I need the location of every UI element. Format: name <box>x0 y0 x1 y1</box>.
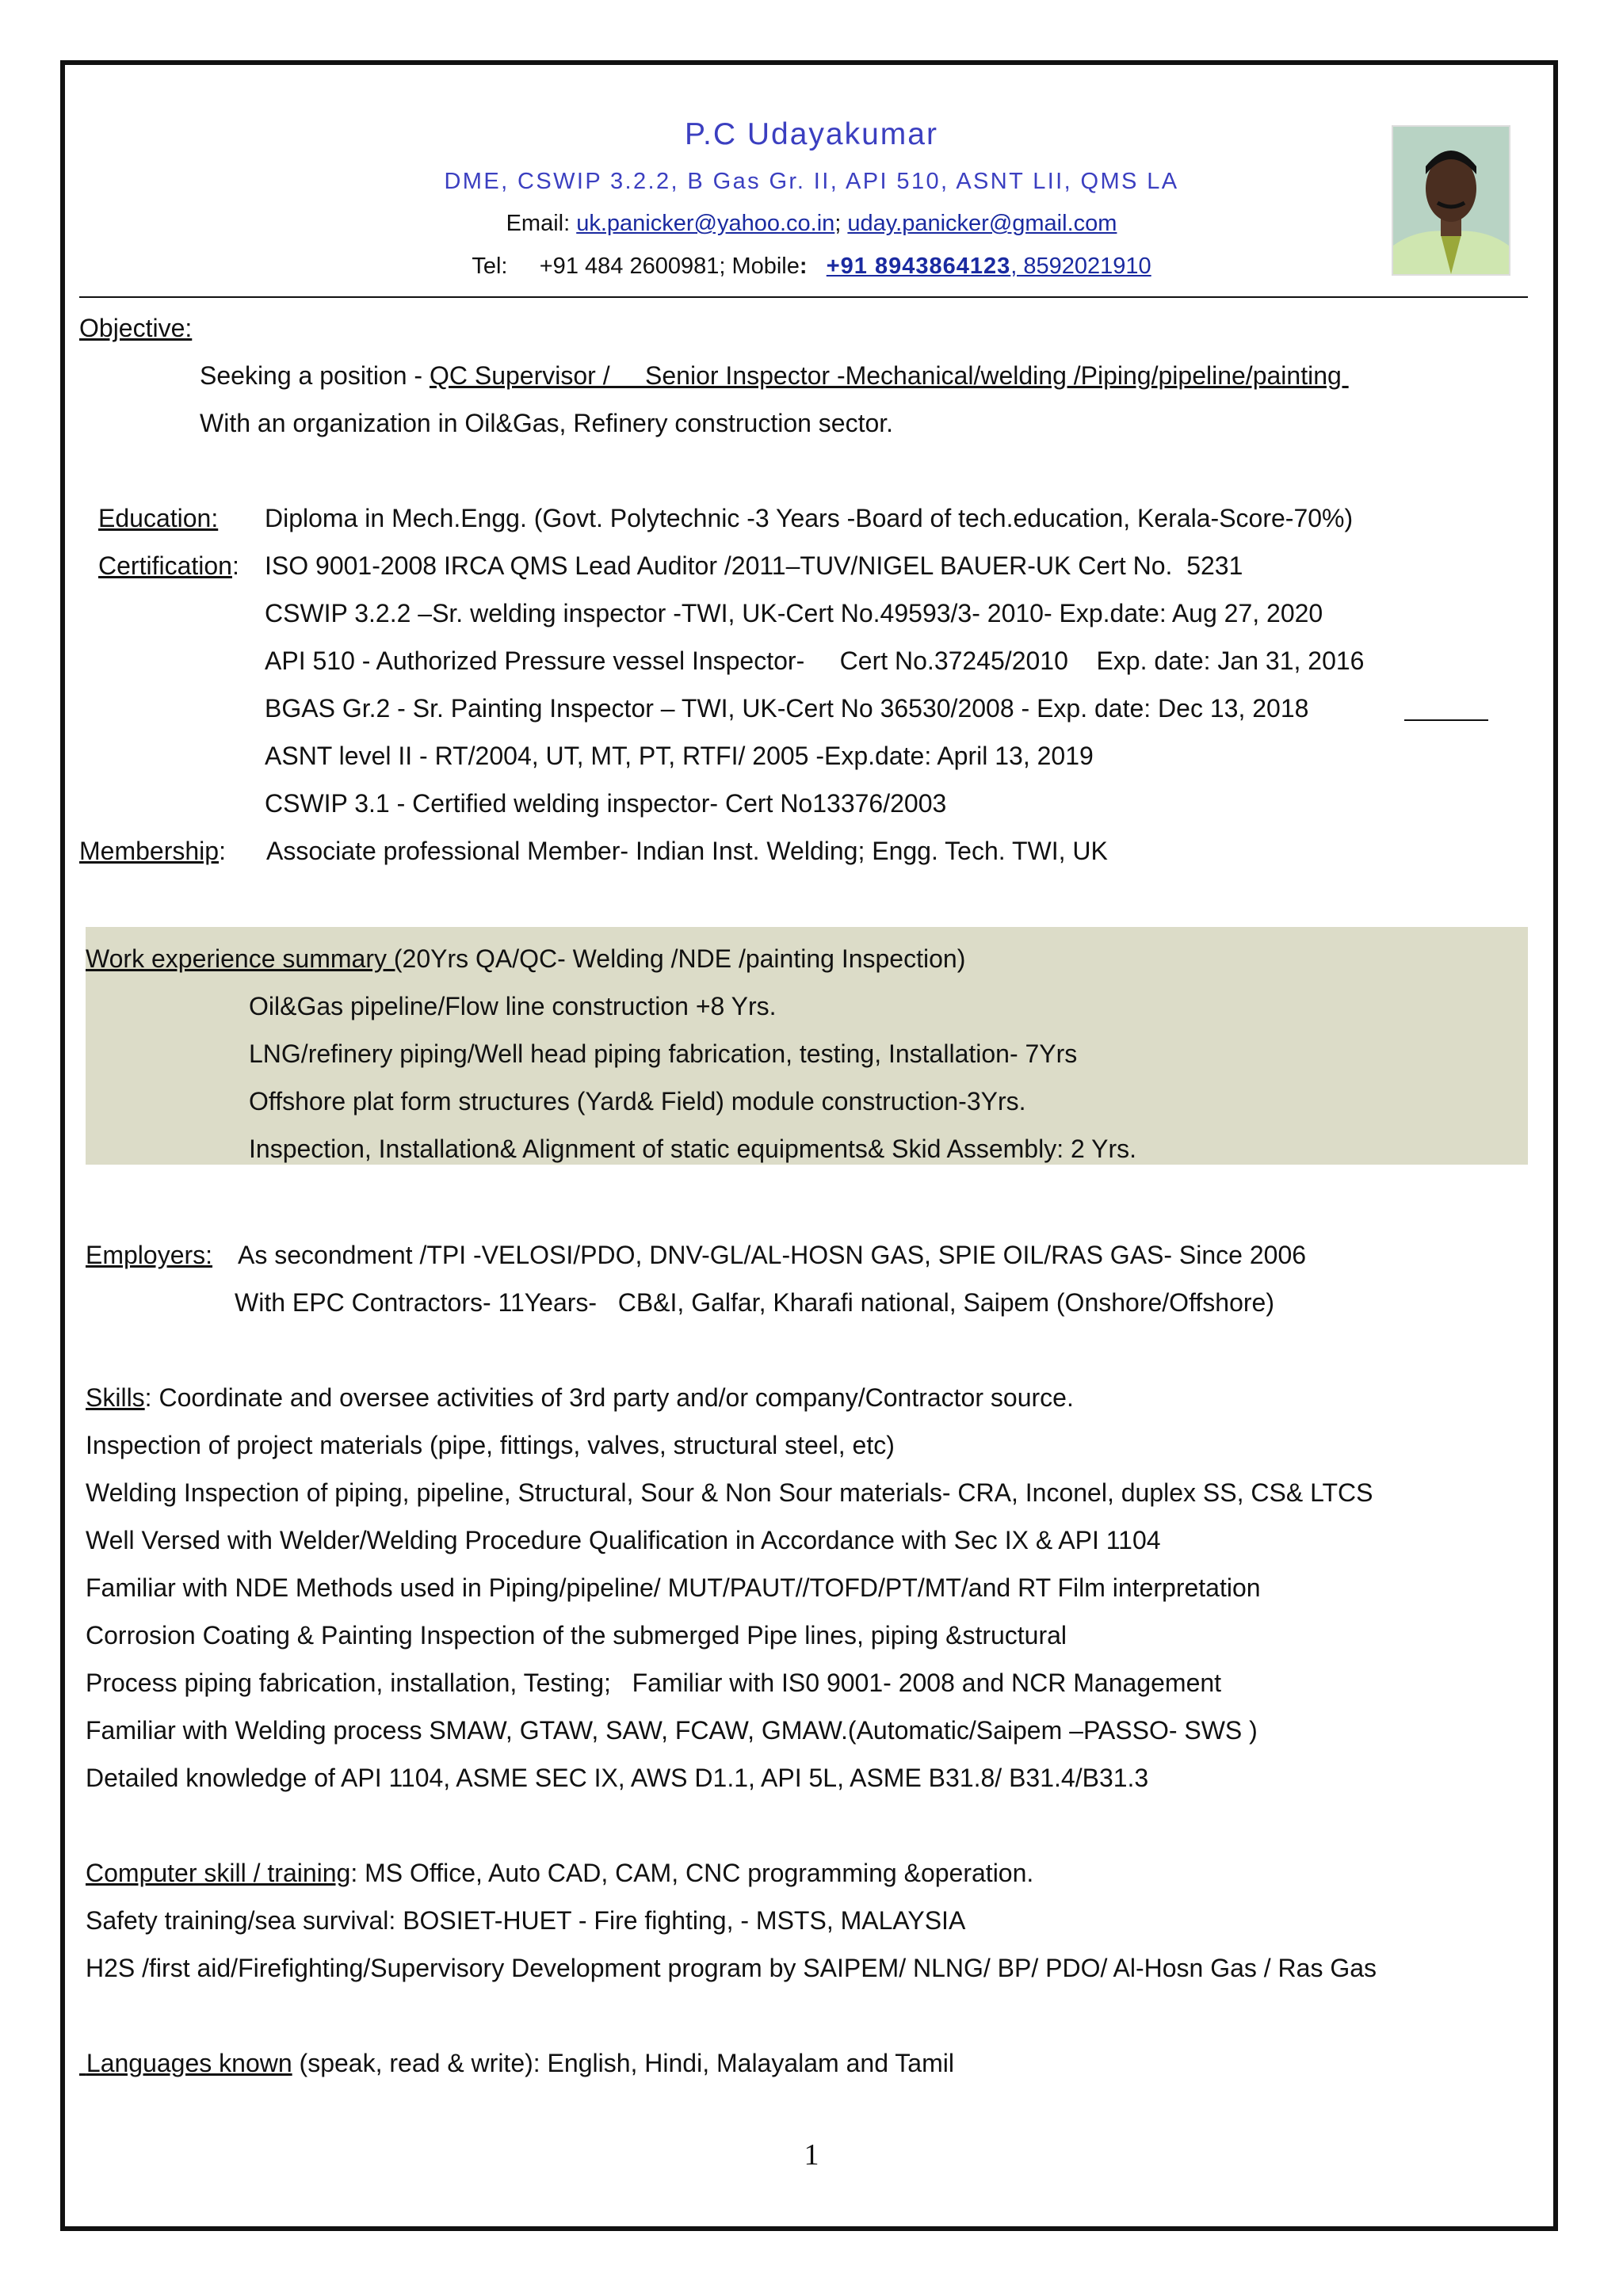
email-label: Email: <box>506 211 571 236</box>
email-line <box>0 211 1623 237</box>
skills-item: Corrosion Coating & Painting Inspection of the submerged Pipe lines, piping &structural <box>86 1621 1067 1650</box>
skills-item: Process piping fabrication, installation, Testing; Familiar with IS0 9001- 2008 and NCR Management <box>86 1669 1222 1697</box>
certification-heading-label: Certification <box>98 551 232 580</box>
objective-line-1 <box>200 361 1349 391</box>
work-summary-item: Oil&Gas pipeline/Flow line construction +8 Yrs. <box>249 992 777 1020</box>
education-text: Diploma in Mech.Engg. (Govt. Polytechnic -3 Years -Board of tech.education, Kerala-Score-70%) <box>265 504 1354 532</box>
objective-prefix: Seeking a position - <box>200 361 430 390</box>
certification-heading <box>98 551 239 581</box>
certification-item: ASNT level II - RT/2004, UT, MT, PT, RTFI/ 2005 -Exp.date: April 13, 2019 <box>265 742 1094 770</box>
computer-first-line <box>86 1859 1033 1888</box>
employers-line-2: With EPC Contractors- 11Years- CB&I, Galfar, Kharafi national, Saipem (Onshore/Offshore) <box>235 1288 1274 1317</box>
qualifications-line: DME, CSWIP 3.2.2, B Gas Gr. II, API 510, ASNT LII, QMS LA <box>444 169 1179 194</box>
skills-item: Inspection of project materials (pipe, fittings, valves, structural steel, etc) <box>86 1431 895 1459</box>
membership-heading-label: Membership <box>79 837 220 865</box>
certification-item: CSWIP 3.1 - Certified welding inspector- Cert No13376/2003 <box>265 789 947 818</box>
certification-item: CSWIP 3.2.2 –Sr. welding inspector -TWI, UK-Cert No.49593/3- 2010- Exp.date: Aug 27, 2020 <box>265 599 1323 627</box>
certification-item: BGAS Gr.2 - Sr. Painting Inspector – TWI, UK-Cert No 36530/2008 - Exp. date: Dec 13, 2018 <box>265 694 1309 723</box>
skills-item: Familiar with NDE Methods used in Piping/pipeline/ MUT/PAUT//TOFD/PT/MT/and RT Film interpretation <box>86 1573 1261 1602</box>
work-summary-heading <box>86 944 965 974</box>
languages-heading <box>79 2049 292 2077</box>
skills-item: Well Versed with Welder/Welding Procedure Qualification in Accordance with Sec IX & API 1104 <box>86 1526 1161 1554</box>
work-summary-item: Inspection, Installation& Alignment of static equipments& Skid Assembly: 2 Yrs. <box>249 1135 1136 1163</box>
work-summary-heading-label: Work experience summary ( <box>86 944 403 973</box>
work-summary-item: LNG/refinery piping/Well head piping fabrication, testing, Installation- 7Yrs <box>249 1039 1078 1068</box>
email-separator: ; <box>834 211 842 236</box>
mobile-colon: : <box>799 254 808 279</box>
objective-line-2: With an organization in Oil&Gas, Refinery construction sector. <box>200 409 894 437</box>
work-summary-item: Offshore plat form structures (Yard& Field) module construction-3Yrs. <box>249 1087 1026 1116</box>
phone-line <box>0 254 1623 280</box>
languages-heading-label: Languages known <box>86 2049 292 2077</box>
objective-heading: Objective: <box>79 314 193 342</box>
mobile-secondary-link[interactable]: , 8592021910 <box>1010 254 1151 279</box>
computer-first-text: : MS Office, Auto CAD, CAM, CNC programming &operation. <box>350 1859 1034 1887</box>
skills-first-line <box>86 1383 1074 1413</box>
tel-number: +91 484 2600981; Mobile <box>539 254 800 279</box>
training-item: H2S /first aid/Firefighting/Supervisory Development program by SAIPEM/ NLNG/ BP/ PDO/ Al-Hosn Gas / Ras Gas <box>86 1954 1377 1982</box>
employers-heading: Employers: <box>86 1241 213 1269</box>
tel-label: Tel: <box>472 254 508 279</box>
skills-heading: Skills <box>86 1383 145 1412</box>
skills-item: Detailed knowledge of API 1104, ASME SEC IX, AWS D1.1, API 5L, ASME B31.8/ B31.4/B31.3 <box>86 1764 1149 1792</box>
objective-role: QC Supervisor / Senior Inspector -Mechanical/welding /Piping/pipeline/painting <box>429 361 1349 390</box>
certification-item: API 510 - Authorized Pressure vessel Inspector- Cert No.37245/2010 Exp. date: Jan 31, 2016 <box>265 646 1365 675</box>
membership-colon: : <box>219 837 226 865</box>
profile-photo <box>1392 125 1510 276</box>
email-link-gmail[interactable]: uday.panicker@gmail.com <box>847 211 1117 236</box>
portrait-image <box>1393 127 1509 274</box>
certification-item: ISO 9001-2008 IRCA QMS Lead Auditor /2011–TUV/NIGEL BAUER-UK Cert No. 5231 <box>265 551 1243 580</box>
mobile-primary-link[interactable]: +91 8943864123 <box>826 254 1011 279</box>
languages-text: (speak, read & write): English, Hindi, Malayalam and Tamil <box>292 2049 954 2077</box>
candidate-name: P.C Udayakumar <box>685 117 938 151</box>
education-heading: Education: <box>98 504 219 532</box>
skills-first-text: : Coordinate and oversee activities of 3rd party and/or company/Contractor source. <box>144 1383 1074 1412</box>
membership-heading <box>79 837 226 866</box>
skills-item: Welding Inspection of piping, pipeline, Structural, Sour & Non Sour materials- CRA, Inconel, duplex SS, CS& LTCS <box>86 1478 1373 1507</box>
certification-trailing-rule <box>1404 719 1488 721</box>
training-item: Safety training/sea survival: BOSIET-HUET - Fire fighting, - MSTS, MALAYSIA <box>86 1906 966 1935</box>
membership-text: Associate professional Member- Indian Inst. Welding; Engg. Tech. TWI, UK <box>266 837 1108 865</box>
employers-line-1: As secondment /TPI -VELOSI/PDO, DNV-GL/AL-HOSN GAS, SPIE OIL/RAS GAS- Since 2006 <box>238 1241 1307 1269</box>
computer-heading: Computer skill / training <box>86 1859 351 1887</box>
email-link-yahoo[interactable]: uk.panicker@yahoo.co.in <box>576 211 835 236</box>
page-number: 1 <box>804 2138 819 2172</box>
certification-colon: : <box>231 551 239 580</box>
languages-line <box>79 2049 954 2078</box>
header-divider <box>79 296 1528 298</box>
work-summary-heading-rest: 20Yrs QA/QC- Welding /NDE /painting Inspection) <box>402 944 966 973</box>
skills-item: Familiar with Welding process SMAW, GTAW, SAW, FCAW, GMAW.(Automatic/Saipem –PASSO- SWS ) <box>86 1716 1258 1745</box>
